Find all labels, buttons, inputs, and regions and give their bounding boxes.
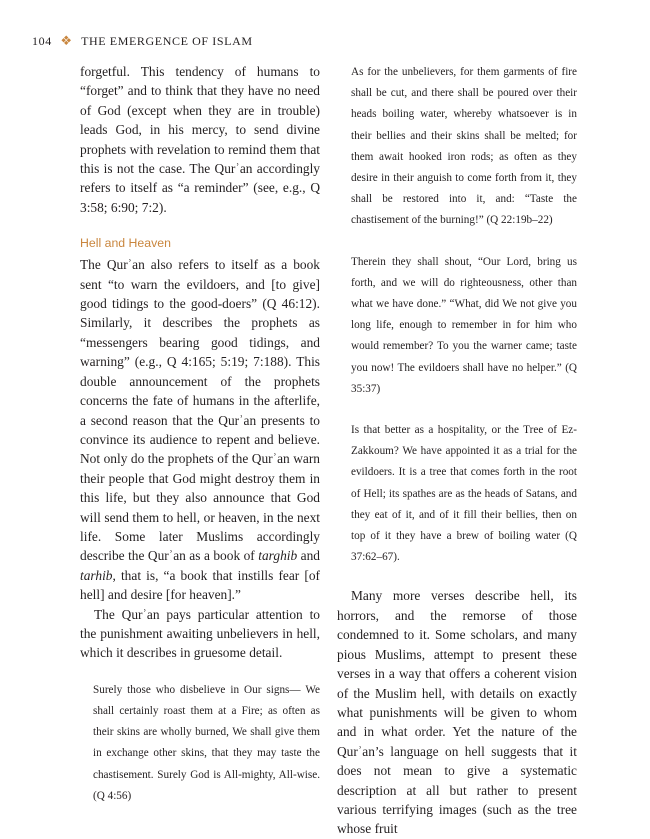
block-quote: Therein they shall shout, “Our Lord, bring us forth, and we will do righteousness, other than what we have done.” “What, did We not give you long life, enough to remember in for him who would remember? To you the warner came; taste you now! The evildoers shall have no helper.” (Q 35:37) [351,255,577,395]
paragraph-text: , that is, “a book that instills fear [of hell] and desire [for heaven].” [80,567,320,603]
paragraph-text: The Qurʾan also refers to itself as a book sent “to warn the evildoers, and [to give] good tidings to the good-doers” (Q 46:12). Similarly, it describes the prophets as “messengers bearing good tidings, and warning” (e.g., Q 4:165; 5:19; 7:188). This double announcement of the prophets concerns the fate of humans in the afterlife, a second reason that the Qurʾan presents to convince its audience to repent and believe. Not only do the prophets of the Qurʾan warn their people that God might destroy them in this life, but they also announce that God will send them to hell, or heaven, in the next life. Some later Muslims accordingly describe the Qurʾan as a book of [80,257,320,564]
conjunction: and [297,548,320,564]
paragraph: forgetful. This tendency of humans to “forget” and to think that they have no need of God (except when they are in trouble) leads God, in his mercy, to send divine prophets with revelation to remind them that this is not the case. The Qurʾan accordingly refers to itself as “a reminder” (see, e.g., Q 3:58; 6:90; 7:2). [80,64,320,215]
paragraph [80,255,320,604]
block-quote: Surely those who disbelieve in Our signs— We shall certainly roast them at a Fire; as often as their skins are wholly burned, We shall give them in exchange other skins, that they may taste the chastisement. Surely God is All-mighty, All-wise. (Q 4:56) [93,683,320,802]
term-targhib: targhib [258,548,298,564]
block-quote: As for the unbelievers, for them garments of fire shall be cut, and there shall be poured over their heads boiling water, whereby whatsoever is in their bellies and their skins shall be melted; for them await hooked iron rods; as often as they desire in their anguish to come forth from it, they shall be restored into it, and: “Taste the chastisement of the burning!” (Q 22:19b–22) [351,66,577,227]
page-number: 104 [32,34,52,48]
term-tarhib: tarhib [80,567,113,583]
paragraph: Many more verses describe hell, its horrors, and the remorse of those condemned to it. Some scholars, and many pious Muslims, attempt to present these verses in a way that offers a coherent vision of the Muslim hell, with details on exactly what punishments will be given to whom and in what order. Yet the nature of the Qurʾan’s language on hell suggests that it does not mean to give a systematic description at all but rather to present various terrifying images (such as the tree whose fruit [337,588,577,837]
running-header [32,33,253,49]
section-heading: Hell and Heaven [80,236,171,251]
right-column [337,62,577,839]
block-quote: Is that better as a hospitality, or the Tree of Ez-Zakkoum? We have appointed it as a trial for the evildoers. It is a tree that comes forth in the root of Hell; its spathes are as the heads of Satans, and they eat of it, and of it fill their bellies, then on top of it they have a brew of boiling water (Q 37:62–67). [351,424,577,564]
paragraph: The Qurʾan pays particular attention to the punishment awaiting unbelievers in hell, which it describes in gruesome detail. [80,606,320,661]
book-title: THE EMERGENCE OF ISLAM [81,34,253,48]
left-column [80,62,320,807]
ornament-icon: ❖ [60,33,73,48]
